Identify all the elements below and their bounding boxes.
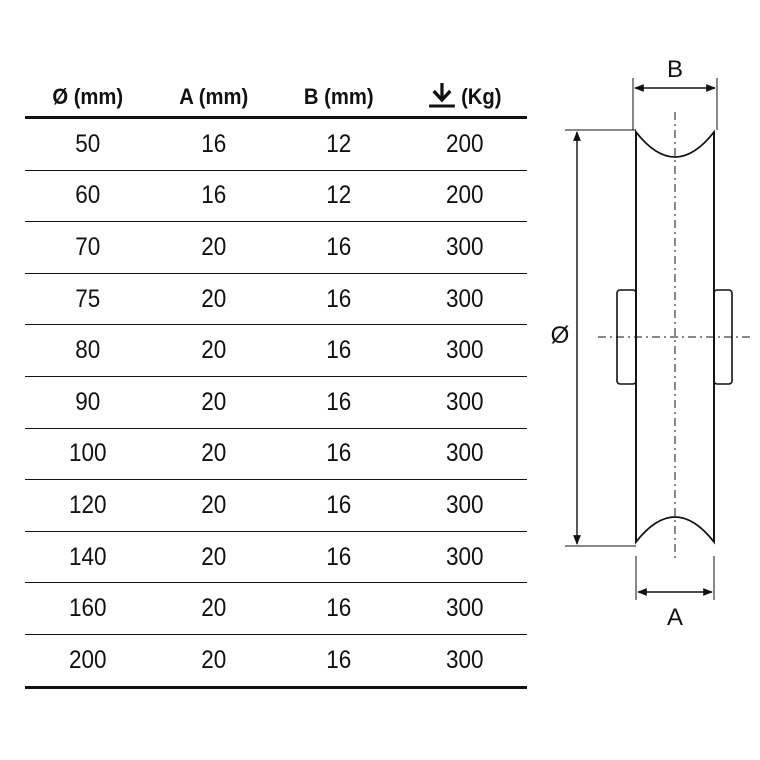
- table-row: [25, 583, 527, 635]
- cell-load: 300: [408, 376, 521, 428]
- cell-a: 20: [157, 583, 270, 635]
- table-row: [25, 634, 527, 687]
- cell-diameter: 200: [31, 634, 144, 687]
- cell-diameter: 140: [31, 531, 144, 583]
- header-load: [407, 68, 522, 118]
- label-b: B: [666, 56, 684, 83]
- table-row: [25, 118, 527, 171]
- cell-a: 20: [157, 634, 270, 687]
- cell-a: 20: [157, 480, 270, 532]
- cell-load: 300: [408, 634, 521, 687]
- cell-load: 300: [408, 428, 521, 480]
- cell-a: 20: [157, 376, 270, 428]
- cell-b: 16: [282, 325, 395, 377]
- cell-load: 300: [408, 325, 521, 377]
- table-row: [25, 170, 527, 222]
- header-a: A (mm): [156, 68, 271, 118]
- table-row: [25, 376, 527, 428]
- cell-a: 16: [157, 118, 270, 171]
- table-row: [25, 428, 527, 480]
- cell-b: 16: [282, 480, 395, 532]
- table-row: [25, 222, 527, 274]
- cell-b: 12: [282, 118, 395, 171]
- header-diameter: Ø (mm): [30, 68, 145, 118]
- cell-b: 16: [282, 428, 395, 480]
- pulley-wheel: [598, 112, 752, 562]
- cell-b: 16: [282, 583, 395, 635]
- cell-diameter: 70: [31, 222, 144, 274]
- table-body: [25, 118, 527, 688]
- header-b: B (mm): [281, 68, 396, 118]
- cell-load: 300: [408, 583, 521, 635]
- label-diameter: Ø: [550, 322, 570, 349]
- table-row: [25, 531, 527, 583]
- down-arrow-load-icon: [427, 82, 455, 108]
- cell-b: 12: [282, 170, 395, 222]
- cell-b: 16: [282, 273, 395, 325]
- cell-load: 300: [408, 531, 521, 583]
- cell-a: 20: [157, 325, 270, 377]
- table-row: [25, 480, 527, 532]
- cell-a: 20: [157, 531, 270, 583]
- cell-b: 16: [282, 531, 395, 583]
- cell-a: 20: [157, 428, 270, 480]
- cell-a: 20: [157, 273, 270, 325]
- table-header-row: [25, 68, 527, 118]
- cell-load: 300: [408, 480, 521, 532]
- cell-diameter: 80: [31, 325, 144, 377]
- cell-b: 16: [282, 222, 395, 274]
- cell-diameter: 100: [31, 428, 144, 480]
- cell-diameter: 75: [31, 273, 144, 325]
- cell-load: 200: [408, 170, 521, 222]
- cell-diameter: 160: [31, 583, 144, 635]
- table-row: [25, 273, 527, 325]
- cell-a: 16: [157, 170, 270, 222]
- cell-diameter: 120: [31, 480, 144, 532]
- cell-b: 16: [282, 376, 395, 428]
- table-row: [25, 325, 527, 377]
- cell-a: 20: [157, 222, 270, 274]
- cell-load: 300: [408, 222, 521, 274]
- dimension-a: [636, 556, 714, 631]
- pulley-diagram: [540, 50, 760, 640]
- label-a: A: [666, 604, 684, 631]
- spec-table: [25, 68, 527, 689]
- header-load-label: (Kg): [460, 84, 502, 109]
- cell-load: 200: [408, 118, 521, 171]
- cell-diameter: 90: [31, 376, 144, 428]
- cell-diameter: 60: [31, 170, 144, 222]
- cell-load: 300: [408, 273, 521, 325]
- cell-diameter: 50: [31, 118, 144, 171]
- cell-b: 16: [282, 634, 395, 687]
